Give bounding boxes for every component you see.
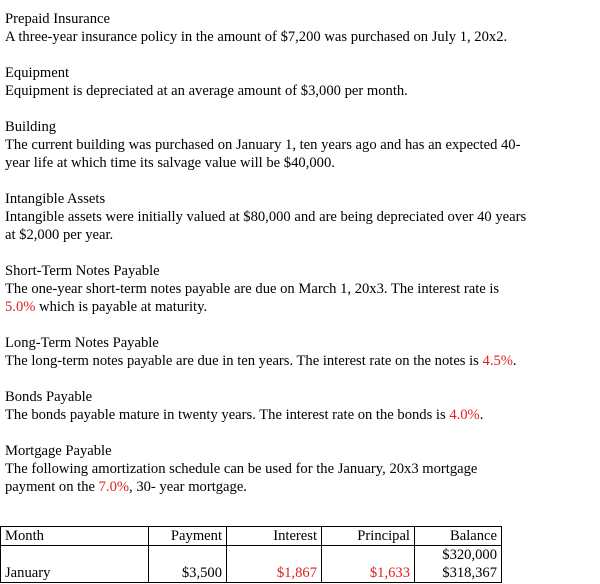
section-text-after: .	[512, 353, 517, 369]
section-text-line-1: Intangible assets were initially valued at $80,000 and are being depreciated over 40 years	[5, 209, 527, 225]
section-text	[5, 406, 585, 424]
header-principal: Principal	[322, 527, 415, 546]
section-heading: Intangible Assets	[5, 191, 106, 207]
section-text-line-1: The following amortization schedule can be used for the January, 20x3 mortgage	[5, 461, 478, 477]
section-heading: Prepaid Insurance	[5, 11, 110, 27]
section-heading: Equipment	[5, 65, 70, 81]
section-text-rest: which is payable at maturity.	[35, 299, 208, 315]
section-heading: Mortgage Payable	[5, 443, 112, 459]
section-text-before: payment on the	[5, 479, 99, 495]
section-intangible-assets	[5, 190, 585, 244]
section-equipment	[5, 64, 585, 100]
header-month: Month	[1, 527, 149, 546]
section-short-term-notes	[5, 262, 585, 316]
section-text-line-2	[5, 298, 585, 316]
section-text-line-2: at $2,000 per year.	[5, 227, 114, 243]
section-mortgage-payable	[5, 442, 585, 496]
section-heading: Bonds Payable	[5, 389, 93, 405]
section-text: A three-year insurance policy in the amount of $7,200 was purchased on July 1, 20x2.	[5, 29, 508, 45]
section-text-after: .	[479, 407, 484, 423]
balance-end: $318,367	[442, 565, 497, 581]
header-balance: Balance	[415, 527, 502, 546]
table-header-row	[1, 527, 502, 546]
section-prepaid-insurance	[5, 10, 585, 46]
section-text-before: The long-term notes payable are due in ten years. The interest rate on the notes is	[5, 353, 483, 369]
cell-principal: $1,633	[322, 546, 415, 583]
section-building	[5, 118, 585, 172]
cell-interest: $1,867	[227, 546, 322, 583]
interest-rate: 7.0%	[98, 479, 130, 495]
interest-rate: 4.0%	[449, 407, 480, 423]
section-text	[5, 352, 585, 370]
section-text-line-1: The current building was purchased on January 1, ten years ago and has an expected 40-	[5, 137, 521, 153]
balance-start: $320,000	[442, 547, 497, 563]
section-heading: Long-Term Notes Payable	[5, 335, 159, 351]
section-text-line-2: year life at which time its salvage value will be $40,000.	[5, 155, 335, 171]
section-text: Equipment is depreciated at an average amount of $3,000 per month.	[5, 83, 408, 99]
section-long-term-notes	[5, 334, 585, 370]
section-text-before: The bonds payable mature in twenty years. The interest rate on the bonds is	[5, 407, 450, 423]
header-payment: Payment	[149, 527, 227, 546]
amortization-table	[0, 526, 502, 583]
cell-month: January	[1, 546, 149, 583]
section-heading: Short-Term Notes Payable	[5, 263, 160, 279]
section-text-line-1: The one-year short-term notes payable are due on March 1, 20x3. The interest rate is	[5, 281, 500, 297]
cell-payment: $3,500	[149, 546, 227, 583]
section-text-line-2	[5, 478, 585, 496]
interest-rate: 5.0%	[5, 299, 36, 315]
interest-rate: 4.5%	[482, 353, 513, 369]
section-bonds-payable	[5, 388, 585, 424]
cell-balance	[415, 546, 502, 583]
table-row	[1, 546, 502, 583]
header-interest: Interest	[227, 527, 322, 546]
section-heading: Building	[5, 119, 57, 135]
section-text-after: , 30- year mortgage.	[129, 479, 247, 495]
document-body	[5, 10, 585, 514]
